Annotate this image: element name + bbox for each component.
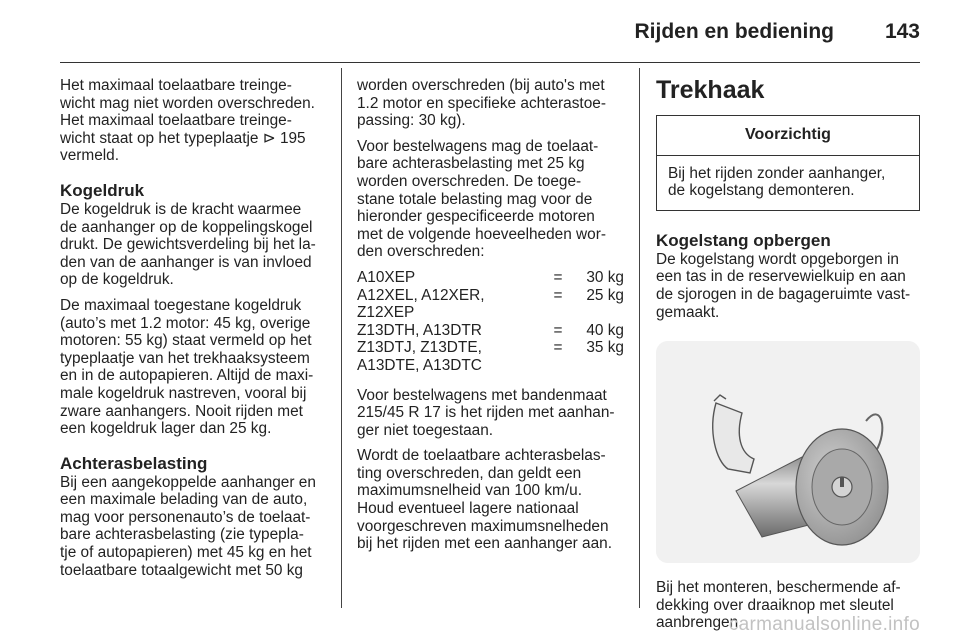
continued-paragraph: worden overschreden (bij auto's met 1.2 motor en specifieke achterastoe- passing: 30 kg). xyxy=(357,77,606,130)
engine-name: Z13DTJ, Z13DTE, A13DTE, A13DTC xyxy=(357,339,482,374)
kogeldruk-heading: Kogeldruk xyxy=(60,180,145,200)
speed-limit-paragraph: Wordt de toelaatbare achterasbelas- ting overschreden, dan geldt een maximumsnelheid van 100 km/u. Houd eventueel lagere nationaal voorgeschreven maximumsnelheden bij het rijden met een aanhanger aan. xyxy=(357,447,612,553)
column-3 xyxy=(656,77,920,640)
intro-paragraph: Het maximaal toelaatbare treinge- wicht mag niet worden overschreden. Het maximaal toelaatbare treinge- wicht staat op het typeplaatje ⊳ 195 vermeld. xyxy=(60,77,315,165)
engine-row xyxy=(357,269,624,287)
engine-equals: = xyxy=(553,339,563,357)
caution-box xyxy=(656,115,920,211)
tow-ball-rod-illustration xyxy=(656,341,920,563)
caution-text: Bij het rijden zonder aanhanger, de kogelstang demonteren. xyxy=(668,164,886,200)
engine-row xyxy=(357,322,624,340)
achterasbelasting-paragraph: Bij een aangekoppelde aanhanger en een maximale belading van de auto, mag voor personenauto’s de toelaat- bare achterasbelasting (zie typepla- tje of autopapieren) met 45 kg en het toelaatbare totaalgewicht met 50 kg xyxy=(60,473,316,579)
column-2 xyxy=(357,77,624,561)
tire-size-paragraph: Voor bestelwagens met bandenmaat 215/45 R 17 is het rijden met aanhan- ger niet toegestaan. xyxy=(357,386,615,439)
engine-load-value: 35 kg xyxy=(586,339,624,357)
engine-name: Z13DTH, A13DTR xyxy=(357,321,482,339)
page-header xyxy=(60,0,920,63)
column-divider xyxy=(341,68,342,608)
engine-load-table xyxy=(357,269,624,375)
watermark: carmanualsonline.info xyxy=(728,614,920,635)
achterasbelasting-heading: Achterasbelasting xyxy=(60,453,208,473)
kogelstang-opbergen-heading: Kogelstang opbergen xyxy=(656,230,831,250)
section-title: Trekhaak xyxy=(656,76,765,104)
engine-equals: = xyxy=(553,268,563,286)
column-1 xyxy=(60,77,326,587)
engine-load-value: 25 kg xyxy=(586,286,624,304)
kogeldruk-paragraph-2: De maximaal toegestane kogeldruk (auto’s met 1.2 motor: 45 kg, overige motoren: 55 kg) staat vermeld op het typeplaatje van het trekhaaksysteem en in de autopapieren. Altijd de maxi- male kogeldruk nastreven, vooral bij zware aanhangers. Nooit rijden met een kogeldruk lager dan 25 kg. xyxy=(60,296,314,438)
engine-equals: = xyxy=(553,321,563,339)
engine-equals: = xyxy=(553,286,563,304)
kogeldruk-paragraph-1: De kogeldruk is de kracht waarmee de aanhanger op de koppelingskogel drukt. De gewichtsverdeling bij het la- den van de aanhanger is van invloed op de kogeldruk. xyxy=(60,200,316,289)
engine-load-value: 30 kg xyxy=(586,268,624,286)
towbar-illustration xyxy=(656,341,920,563)
kogelstang-opbergen-paragraph: De kogelstang wordt opgeborgen in een tas in de reservewielkuip en aan de sjorogen in de bagageruimte vast- gemaakt. xyxy=(656,250,911,321)
column-divider xyxy=(639,68,640,608)
header-title: Rijden en bediening xyxy=(634,20,834,43)
illustration-caption: Bij het monteren, beschermende af- dekking over draaiknop met sleutel aanbrengen. xyxy=(656,579,901,632)
engine-name: A10XEP xyxy=(357,268,416,286)
caution-title: Voorzichtig xyxy=(657,116,919,156)
engine-row xyxy=(357,287,624,322)
page-number: 143 xyxy=(884,20,920,43)
engine-row xyxy=(357,339,624,374)
engine-name: A12XEL, A12XER, Z12XEP xyxy=(357,286,485,322)
engine-load-value: 40 kg xyxy=(586,321,624,339)
bestelwagens-paragraph: Voor bestelwagens mag de toelaat- bare achterasbelasting met 25 kg worden overschreden. De toege- stane totale belasting mag voor de hieronder gespecificeerde motoren met de volgende hoeveelheden wor- den overschreden: xyxy=(357,137,606,261)
